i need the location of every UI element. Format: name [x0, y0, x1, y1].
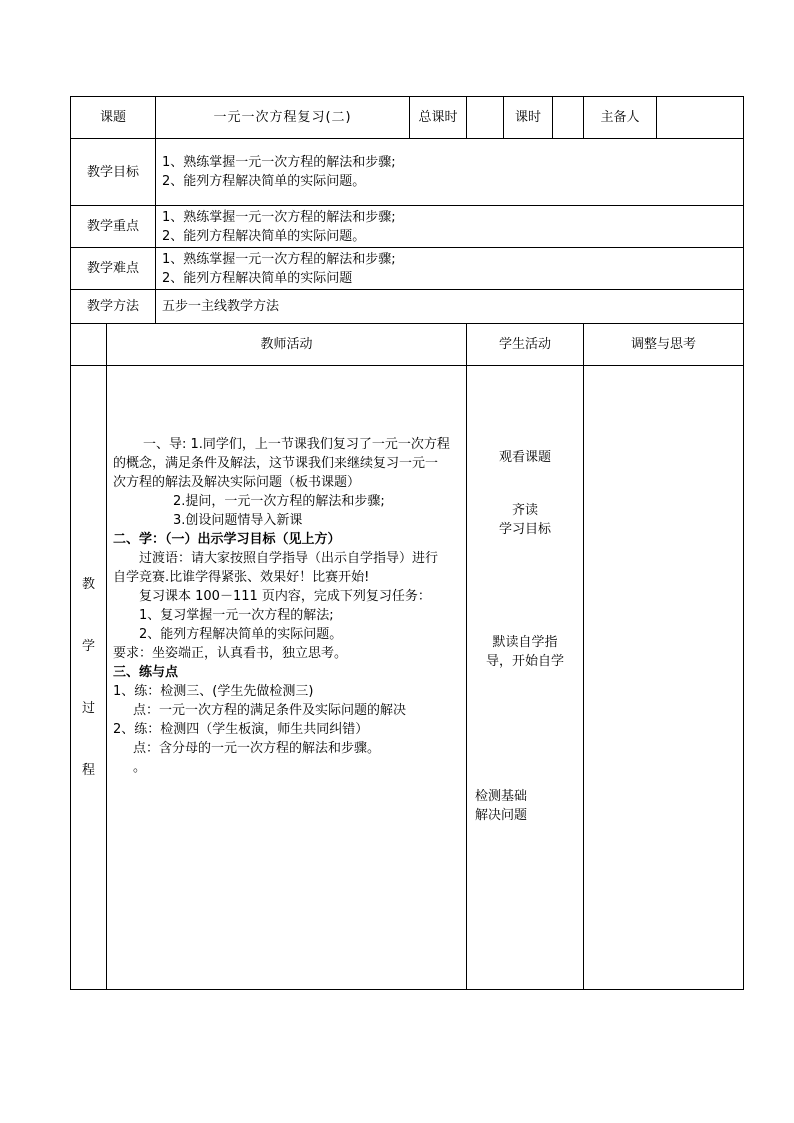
reflection-header: 调整与思考 — [584, 324, 744, 366]
goals-text — [156, 139, 744, 206]
teacher-line: 2、练：检测四（学生板演，师生共同纠错） — [113, 722, 369, 737]
teacher-line: 三、练与点 — [113, 665, 179, 680]
difficulty-line: 2、能列方程解决简单的实际问题 — [162, 270, 353, 286]
preparer-value — [657, 97, 744, 139]
lesson-plan-table — [70, 96, 744, 990]
teacher-line: 点：一元一次方程的满足条件及实际问题的解决 — [133, 703, 407, 718]
hour-value — [553, 97, 584, 139]
teacher-line: 点：含分母的一元一次方程的解法和步骤。 — [133, 741, 381, 756]
teacher-line: 3.创设问题情导入新课 — [173, 513, 303, 528]
goal-line: 1、熟练掌握一元一次方程的解法和步骤; — [162, 155, 396, 170]
preparer-label: 主备人 — [584, 97, 657, 139]
method-label: 教学方法 — [71, 290, 156, 324]
difficulties-label: 教学难点 — [71, 248, 156, 290]
key-points-text — [156, 206, 744, 248]
student-item: 学习目标 — [499, 522, 552, 537]
process-row — [71, 366, 744, 990]
method-value: 五步一主线教学方法 — [156, 290, 744, 324]
hour-label: 课时 — [504, 97, 553, 139]
teacher-line: 要求：坐姿端正，认真看书，独立思考。 — [113, 646, 348, 661]
teacher-line: 1、练：检测三、(学生先做检测三) — [113, 684, 314, 699]
side-char: 学 — [81, 638, 95, 654]
student-item: 解决问题 — [475, 808, 528, 823]
goals-label: 教学目标 — [71, 139, 156, 206]
teacher-activity-content — [107, 366, 467, 990]
teacher-line: 1、复习掌握一元一次方程的解法; — [139, 608, 334, 623]
teacher-line: 复习课本 100－111 页内容，完成下列复习任务： — [139, 589, 431, 604]
method-row — [71, 290, 744, 324]
student-item: 导，开始自学 — [486, 654, 565, 669]
teacher-line: 自学竞赛.比谁学得紧张、效果好！比赛开始! — [113, 570, 370, 585]
goals-row — [71, 139, 744, 206]
topic-label: 课题 — [71, 97, 156, 139]
difficulties-text — [156, 248, 744, 290]
student-item: 齐读 — [512, 503, 539, 518]
student-activity-header: 学生活动 — [467, 324, 584, 366]
total-hours-value — [467, 97, 504, 139]
side-char: 过 — [81, 700, 95, 716]
key-point-line: 1、熟练掌握一元一次方程的解法和步骤; — [162, 209, 396, 225]
side-char: 教 — [81, 576, 95, 592]
difficulty-line: 1、熟练掌握一元一次方程的解法和步骤; — [162, 251, 396, 267]
side-char: 程 — [81, 762, 95, 778]
teacher-line: 。 — [133, 760, 147, 775]
goal-line: 2、能列方程解决简单的实际问题。 — [162, 174, 366, 189]
blank-cell — [71, 324, 107, 366]
reflection-content — [584, 366, 744, 990]
key-point-line: 2、能列方程解决简单的实际问题。 — [162, 228, 366, 244]
teacher-line: 二、学：（一）出示学习目标（见上方） — [113, 532, 341, 547]
teacher-line: 2.提问，一元一次方程的解法和步骤; — [173, 494, 385, 509]
teacher-line: 过渡语：请大家按照自学指导（出示自学指导）进行 — [139, 551, 439, 566]
student-item: 观看课题 — [499, 450, 552, 465]
teacher-line: 的概念，满足条件及解法，这节课我们来继续复习一元一 — [113, 456, 439, 471]
student-activity-content — [467, 366, 584, 990]
teacher-activity-header: 教师活动 — [107, 324, 467, 366]
difficulties-row — [71, 248, 744, 290]
process-side-label — [71, 366, 107, 990]
key-points-label: 教学重点 — [71, 206, 156, 248]
key-points-row — [71, 206, 744, 248]
topic-value: 一元一次方程复习(二) — [156, 97, 410, 139]
student-item: 检测基础 — [475, 789, 528, 804]
teacher-line: 次方程的解法及解决实际问题（板书课题） — [113, 475, 361, 490]
teacher-line: 一、导: 1.同学们，上一节课我们复习了一元一次方程 — [143, 437, 450, 452]
total-hours-label: 总课时 — [410, 97, 467, 139]
student-item: 默读自学指 — [492, 635, 558, 650]
column-header-row — [71, 324, 744, 366]
teacher-line: 2、能列方程解决简单的实际问题。 — [139, 627, 343, 642]
header-row — [71, 97, 744, 139]
